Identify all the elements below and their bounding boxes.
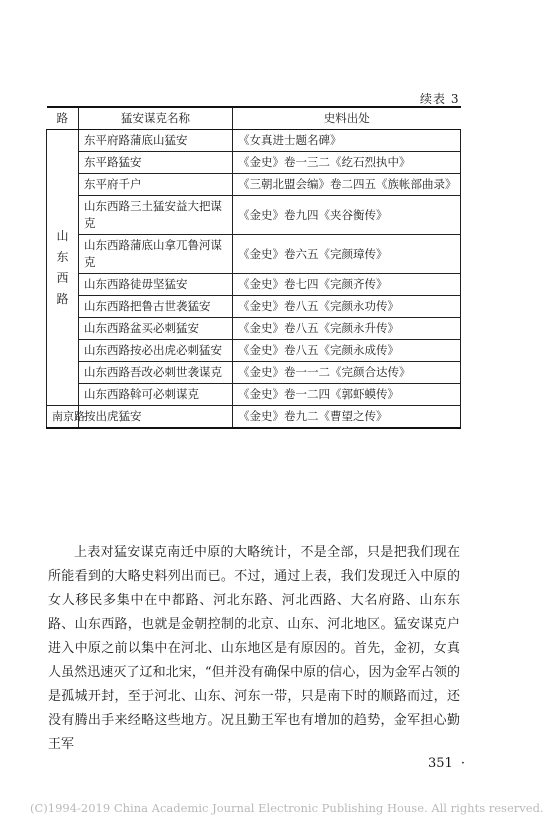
unit-name-cell: 山东西路吾改必刺世袭谋克 [79, 362, 233, 384]
unit-name-cell: 山东西路徒毋坚猛安 [79, 274, 233, 296]
source-cell: 《金史》卷七四《完颜齐传》 [233, 274, 461, 296]
region-cell-nanjing: 南京路 [47, 406, 79, 429]
source-cell: 《女真进士题名碑》 [233, 130, 461, 152]
unit-name-cell: 山东西路斡可必刺谋克 [79, 384, 233, 406]
table-row [47, 196, 461, 235]
column-header-unit-name: 猛安谋克名称 [79, 107, 233, 130]
unit-name-cell: 东平府千户 [79, 174, 233, 196]
page-number: 351 [428, 756, 453, 771]
page-number-area [428, 756, 465, 771]
source-cell: 《三朝北盟会编》卷二四五《族帐部曲录》 [233, 174, 461, 196]
source-cell: 《金史》卷一三二《纥石烈执中》 [233, 152, 461, 174]
source-cell: 《金史》卷八五《完颜永成传》 [233, 340, 461, 362]
column-header-source: 史料出处 [233, 107, 461, 130]
unit-name-cell: 山东西路把鲁古世袭猛安 [79, 296, 233, 318]
table-row [47, 384, 461, 406]
source-cell: 《金史》卷八五《完颜永功传》 [233, 296, 461, 318]
source-cell: 《金史》卷一二四《郭虾蟆传》 [233, 384, 461, 406]
table-row [47, 274, 461, 296]
table-row [47, 406, 461, 429]
region-cell-shandong-west [47, 130, 79, 406]
unit-name-cell: 东平路猛安 [79, 152, 233, 174]
source-cell: 《金史》卷九二《曹望之传》 [233, 406, 461, 429]
table-row [47, 340, 461, 362]
column-header-route: 路 [47, 107, 79, 130]
unit-name-cell: 按出虎猛安 [79, 406, 233, 429]
table-row [47, 362, 461, 384]
table-row [47, 130, 461, 152]
page-mark: · [460, 756, 465, 771]
table-row [47, 296, 461, 318]
unit-name-cell: 山东西路盆买必刺猛安 [79, 318, 233, 340]
source-cell: 《金史》卷六五《完颜璋传》 [233, 235, 461, 274]
table-row [47, 318, 461, 340]
unit-name-cell: 山东西路三土猛安益大把谋克 [79, 196, 233, 235]
source-cell: 《金史》卷九四《夹谷衡传》 [233, 196, 461, 235]
source-cell: 《金史》卷八五《完颜永升传》 [233, 318, 461, 340]
table-row [47, 174, 461, 196]
body-text [48, 541, 460, 757]
table-header-row [47, 107, 461, 130]
region-label: 山东西路 [56, 228, 69, 306]
unit-name-cell: 山东西路按必出虎必刺猛安 [79, 340, 233, 362]
source-cell: 《金史》卷一一二《完颜合达传》 [233, 362, 461, 384]
copyright-footer: (C)1994-2019 China Academic Journal Electronic Publishing House. All rights reserved. [30, 801, 544, 815]
table-continuation-label: 续表 3 [420, 92, 460, 106]
history-table [46, 106, 461, 429]
unit-name-cell: 山东西路蒲底山拿兀鲁河谋克 [79, 235, 233, 274]
table-row [47, 235, 461, 274]
table-row [47, 152, 461, 174]
unit-name-cell: 东平府路蒲底山猛安 [79, 130, 233, 152]
body-paragraph: 上表对猛安谋克南迁中原的大略统计，不是全部，只是把我们现在所能看到的大略史料列出而已。不过，通过上表，我们发现迁入中原的女人移民多集中在中都路、河北东路、河北西路、大名府路、山东东路、山东西路，也就是金朝控制的北京、山东、河北地区。猛安谋克户进入中原之前以集中在河北、山东地区是有原因的。首先，金初，女真人虽然迅速灭了辽和北宋，“但并没有确保中原的信心，因为金军占领的是孤城开封，至于河北、山东、河东一带，只是南下时的顺路而过，还没有腾出手来经略这些地方。况且勤王军也有增加的趋势，金军担心勤王军 [48, 545, 460, 752]
